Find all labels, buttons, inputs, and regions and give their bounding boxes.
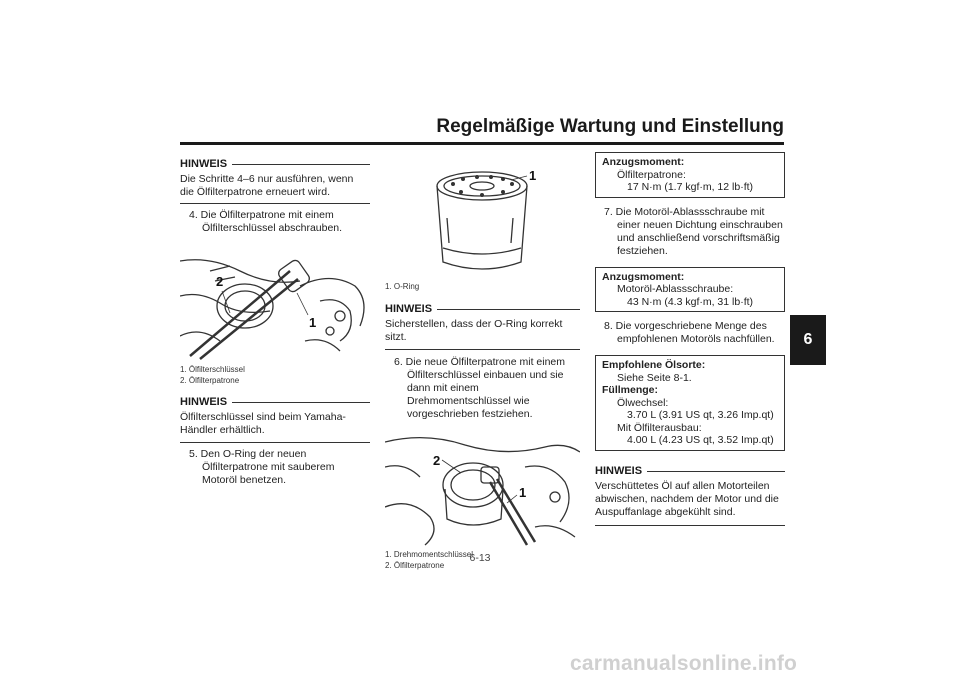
note-heading: [595, 465, 785, 478]
spec-value: 17 N·m (1.7 kgf·m, 12 lb·ft): [627, 181, 754, 193]
figure-callout-2: 2: [216, 274, 224, 289]
caption-item: 1. O-Ring: [385, 282, 420, 291]
oil-filter-wrench-illustration: [180, 241, 370, 361]
caption-item: 2. Ölfilterpatrone: [385, 561, 445, 570]
note-title: HINWEIS: [385, 303, 433, 315]
torque-wrench-illustration: [385, 427, 580, 547]
spec-item: Mit Ölfilterausbau:: [617, 421, 702, 434]
spec-heading: Empfohlene Ölsorte:: [602, 359, 706, 371]
note-title: HINWEIS: [180, 158, 228, 170]
spec-heading: Anzugsmoment:: [602, 156, 685, 168]
step-4: 4. Die Ölfilterpatrone mit einem Ölfilterschlüssel abschrauben.: [189, 209, 343, 234]
spec-heading: Anzugsmoment:: [602, 270, 685, 283]
note-text: Sicherstellen, dass der O-Ring korrekt sitzt.: [385, 318, 563, 343]
spec-item: Ölfilterpatrone:: [617, 168, 686, 181]
note-end-rule: [385, 349, 580, 350]
spec-item: Motoröl-Ablassschraube:: [617, 283, 734, 295]
page-title: Regelmäßige Wartung und Einstellung: [436, 116, 784, 137]
figure-caption: [180, 364, 370, 386]
column-1: [180, 158, 370, 487]
column-3: [595, 152, 785, 526]
spec-item: Ölwechsel:: [617, 396, 669, 409]
note-text: Verschüttetes Öl auf allen Motorteilen abwischen, nachdem der Motor und die Auspuffanlage abgekühlt sind.: [595, 479, 779, 518]
step-5: 5. Den O-Ring der neuen Ölfilterpatrone mit sauberem Motoröl benetzen.: [189, 448, 335, 486]
column-2: [385, 158, 580, 571]
oil-filter-o-ring-illustration: [385, 158, 580, 276]
note-end-rule: [180, 203, 370, 204]
torque-spec-box: [595, 152, 785, 198]
step-7: 7. Die Motoröl-Ablassschraube mit einer neuen Dichtung einschrauben und anschließend vorschriftsmäßig festziehen.: [604, 205, 783, 257]
step-8: 8. Die vorgeschriebene Menge des empfohlenen Motoröls nachfüllen.: [604, 320, 775, 345]
note-text: Ölfilterschlüssel sind beim Yamaha-Händler erhältlich.: [180, 411, 346, 436]
watermark: carmanualsonline.info: [570, 652, 798, 675]
caption-item: 2. Ölfilterpatrone: [180, 376, 240, 385]
title-rule: [180, 142, 784, 145]
figure-callout-1: 1: [309, 315, 317, 330]
spec-value: 3.70 L (3.91 US qt, 3.26 Imp.qt): [627, 409, 774, 421]
page-number: 6-13: [469, 552, 491, 564]
note-title: HINWEIS: [595, 464, 643, 477]
note-title: HINWEIS: [180, 396, 228, 408]
note-end-rule: [180, 442, 370, 443]
spec-heading: Füllmenge:: [602, 384, 659, 396]
note-heading: [385, 303, 580, 316]
figure-callout-1: 1: [529, 168, 537, 183]
torque-spec-box: [595, 267, 785, 313]
note-end-rule: [595, 525, 785, 526]
note-heading: [180, 396, 370, 409]
chapter-tab: 6: [790, 315, 826, 365]
figure-callout-2: 2: [433, 453, 441, 468]
figure-callout-1: 1: [519, 485, 527, 500]
spec-value: 4.00 L (4.23 US qt, 3.52 Imp.qt): [627, 434, 774, 446]
caption-item: 1. Ölfilterschlüssel: [180, 365, 245, 374]
spec-value: 43 N·m (4.3 kgf·m, 31 lb·ft): [627, 295, 754, 308]
note-text: Die Schritte 4–6 nur ausführen, wenn die Ölfilterpatrone erneuert wird.: [180, 173, 354, 198]
note-heading: [180, 158, 370, 171]
caption-item: 1. Drehmomentschlüssel: [385, 550, 474, 559]
spec-item: Siehe Seite 8-1.: [617, 371, 692, 384]
oil-spec-box: [595, 355, 785, 451]
step-6: 6. Die neue Ölfilterpatrone mit einem Ölfilterschlüssel einbauen und sie dann mit einem Drehmomentschlüssel wie vorgeschrieben festziehen.: [394, 356, 565, 420]
